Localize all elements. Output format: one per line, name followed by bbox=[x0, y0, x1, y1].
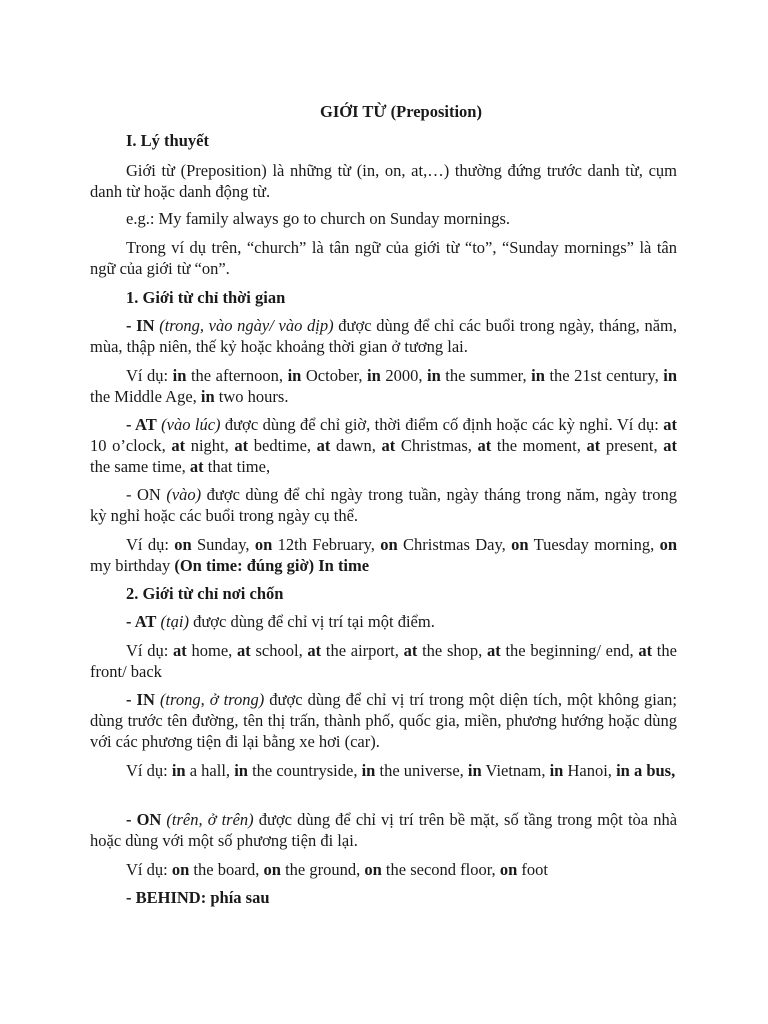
keyword-at: at bbox=[173, 641, 187, 660]
keyword-at: at bbox=[403, 641, 418, 660]
example-text: Vietnam, bbox=[481, 761, 550, 780]
paragraph-at-place bbox=[90, 611, 677, 632]
keyword-at: at bbox=[477, 436, 492, 455]
keyword-on: on bbox=[171, 860, 190, 879]
keyword-at: at bbox=[663, 415, 677, 434]
paragraph-intro: Giới từ (Preposition) là những từ (in, on, at,…) thường đứng trước danh từ, cụm danh từ hoặc danh động từ. bbox=[90, 161, 677, 201]
keyword-on: on bbox=[511, 535, 529, 554]
example-text: the beginning/ end, bbox=[500, 641, 639, 660]
example-text: the same time, bbox=[90, 457, 190, 476]
keyword-at: at bbox=[237, 641, 251, 660]
example-text: night, bbox=[185, 436, 235, 455]
on-place-description: được dùng để chỉ vị trí trên bề mặt, số tầng trong một tòa nhà hoặc dùng với một số phương tiện đi lại. bbox=[90, 810, 678, 850]
behind-heading: - BEHIND: phía sau bbox=[126, 888, 270, 907]
example-text: Sunday, bbox=[191, 535, 255, 554]
example-text: the universe, bbox=[375, 761, 468, 780]
keyword-on: on bbox=[174, 535, 192, 554]
example-text: school, bbox=[250, 641, 308, 660]
paragraph-example: e.g.: My family always go to church on Sunday mornings. bbox=[126, 209, 511, 228]
keyword-on: on bbox=[263, 860, 281, 879]
example-text: the airport, bbox=[321, 641, 404, 660]
paragraph-in-time-examples bbox=[90, 365, 677, 407]
paragraph-in-place-examples bbox=[90, 760, 677, 781]
example-text: Tuesday morning, bbox=[528, 535, 660, 554]
example-text: Christmas Day, bbox=[397, 535, 512, 554]
in-place-label: - IN bbox=[126, 690, 155, 709]
in-place-description: được dùng để chỉ vị trí trong một diện tích, một không gian; dùng trước tên đường, tên thị trấn, thành phố, quốc gia, miền, phương hướng hoặc dùng với các phương tiện đi lại bằng xe hơi (car). bbox=[90, 690, 678, 751]
example-text: the Middle Age, bbox=[90, 387, 201, 406]
keyword-at: at bbox=[189, 457, 204, 476]
example-text: 12th February, bbox=[272, 535, 381, 554]
keyword-in: in bbox=[361, 761, 376, 780]
on-description: được dùng để chỉ ngày trong tuần, ngày tháng trong năm, ngày trong kỳ nghỉ hoặc các buổi trong ngày cụ thể. bbox=[90, 485, 678, 525]
example-text: the countryside, bbox=[247, 761, 362, 780]
example-text: bedtime, bbox=[248, 436, 317, 455]
keyword-on: on bbox=[364, 860, 382, 879]
at-place-gloss: (tại) bbox=[160, 612, 189, 631]
keyword-at: at bbox=[638, 641, 653, 660]
paragraph-explanation: Trong ví dụ trên, “church” là tân ngữ của giới từ “to”, “Sunday mornings” là tân ngữ của giới từ “on”. bbox=[90, 238, 677, 278]
example-prefix: Ví dụ: bbox=[126, 860, 172, 879]
on-place-gloss: (trên, ở trên) bbox=[166, 810, 254, 829]
paragraph-in-place bbox=[90, 689, 677, 752]
example-prefix: Ví dụ: bbox=[126, 366, 173, 385]
keyword-at: at bbox=[234, 436, 249, 455]
at-place-label: - AT bbox=[126, 612, 157, 631]
in-description: được dùng để chỉ các buổi trong ngày, tháng, năm, mùa, thập niên, thế kỷ hoặc khoảng thời gian ở tương lai. bbox=[90, 316, 677, 356]
keyword-in: in bbox=[287, 366, 302, 385]
example-text: the summer, bbox=[440, 366, 532, 385]
example-text: the ground, bbox=[280, 860, 365, 879]
example-text: that time, bbox=[203, 457, 271, 476]
in-place-gloss: (trong, ở trong) bbox=[159, 690, 265, 709]
keyword-in-a-bus: in a bus, bbox=[616, 761, 676, 780]
at-description: được dùng để chỉ giờ, thời điểm cố định hoặc các kỳ nghỉ. Ví dụ: bbox=[220, 415, 664, 434]
keyword-in: in bbox=[171, 761, 186, 780]
in-gloss: (trong, vào ngày/ vào dịp) bbox=[159, 316, 334, 335]
keyword-in: in bbox=[549, 761, 564, 780]
keyword-in: in bbox=[172, 366, 187, 385]
keyword-at: at bbox=[586, 436, 601, 455]
on-time-note: (On time: đúng giờ) In time bbox=[174, 556, 370, 575]
example-text: a hall, bbox=[185, 761, 235, 780]
at-gloss: (vào lúc) bbox=[161, 415, 221, 434]
on-label: - ON bbox=[126, 485, 161, 504]
keyword-in: in bbox=[531, 366, 545, 385]
example-prefix: Ví dụ: bbox=[126, 641, 174, 660]
on-gloss: (vào) bbox=[166, 485, 202, 504]
example-text: the front/ back bbox=[90, 641, 677, 681]
paragraph-on-place bbox=[90, 809, 677, 851]
at-place-description: được dùng để chỉ vị trí tại một điểm. bbox=[188, 612, 435, 631]
paragraph-at-time bbox=[90, 414, 677, 477]
example-prefix: Ví dụ: bbox=[126, 535, 175, 554]
keyword-at: at bbox=[307, 641, 322, 660]
example-text: 2000, bbox=[380, 366, 427, 385]
example-text: home, bbox=[186, 641, 238, 660]
keyword-in: in bbox=[467, 761, 482, 780]
example-text: Hanoi, bbox=[563, 761, 617, 780]
keyword-on: on bbox=[659, 535, 678, 554]
paragraph-on-place-examples bbox=[90, 859, 677, 880]
example-text: present, bbox=[600, 436, 664, 455]
keyword-in: in bbox=[200, 387, 215, 406]
keyword-in: in bbox=[663, 366, 678, 385]
example-text: the shop, bbox=[417, 641, 487, 660]
at-label: - AT bbox=[126, 415, 157, 434]
on-place-label: - ON bbox=[126, 810, 162, 829]
heading-time-prepositions: 1. Giới từ chỉ thời gian bbox=[126, 288, 286, 307]
paragraph-at-place-examples bbox=[90, 640, 677, 682]
example-text: the board, bbox=[189, 860, 264, 879]
keyword-on: on bbox=[499, 860, 518, 879]
keyword-on: on bbox=[254, 535, 273, 554]
example-text: my birthday bbox=[90, 556, 175, 575]
example-text: the moment, bbox=[491, 436, 587, 455]
keyword-on: on bbox=[380, 535, 398, 554]
heading-place-prepositions: 2. Giới từ chỉ nơi chốn bbox=[126, 584, 284, 603]
section-heading-theory: I. Lý thuyết bbox=[126, 131, 209, 150]
keyword-at: at bbox=[316, 436, 331, 455]
example-text: the second floor, bbox=[381, 860, 500, 879]
keyword-in: in bbox=[367, 366, 381, 385]
keyword-in: in bbox=[426, 366, 441, 385]
example-text: October, bbox=[301, 366, 368, 385]
keyword-at: at bbox=[486, 641, 501, 660]
example-text: Christmas, bbox=[395, 436, 478, 455]
example-text: 10 o’clock, bbox=[90, 436, 172, 455]
keyword-at: at bbox=[381, 436, 396, 455]
keyword-in: in bbox=[234, 761, 248, 780]
in-label: - IN bbox=[126, 316, 155, 335]
example-prefix: Ví dụ: bbox=[126, 761, 172, 780]
example-text: foot bbox=[517, 860, 548, 879]
example-text: two hours. bbox=[214, 387, 289, 406]
keyword-at: at bbox=[663, 436, 678, 455]
example-text: the afternoon, bbox=[186, 366, 288, 385]
example-text: the 21st century, bbox=[544, 366, 664, 385]
page-title: GIỚI TỪ (Preposition) bbox=[320, 102, 482, 121]
paragraph-on-time bbox=[90, 484, 677, 526]
paragraph-on-time-examples bbox=[90, 534, 677, 576]
example-text: dawn, bbox=[330, 436, 382, 455]
paragraph-in-time bbox=[90, 315, 677, 357]
keyword-at: at bbox=[171, 436, 186, 455]
